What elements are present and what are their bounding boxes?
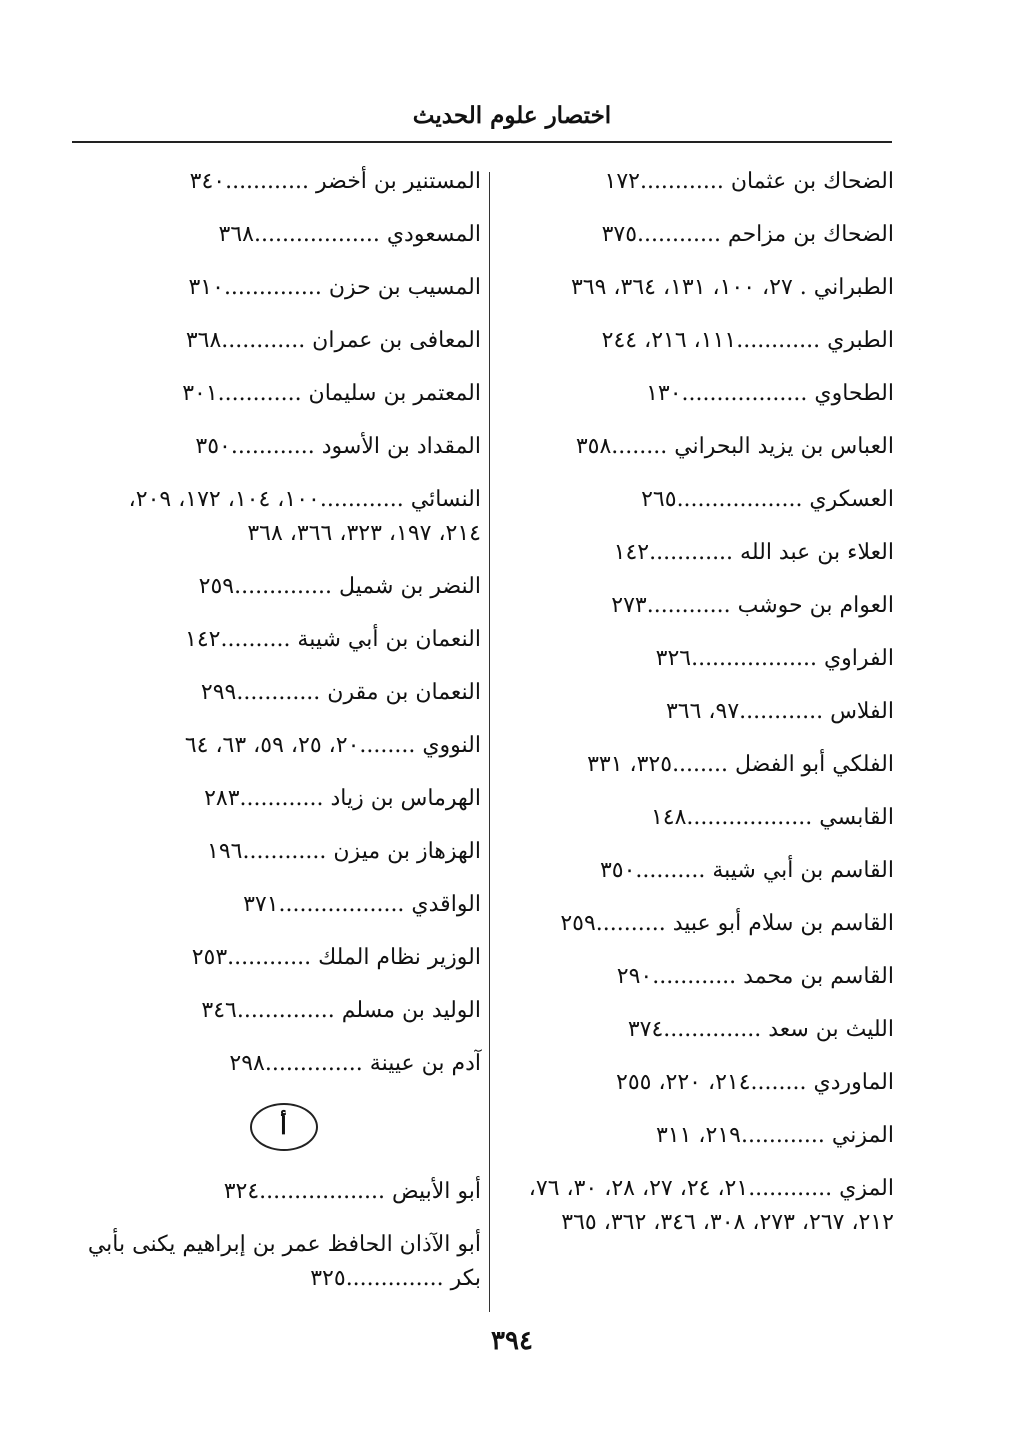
letter-section <box>86 1103 481 1296</box>
index-entry: أبو الآذان الحافظ عمر بن إبراهيم يكنى بأبي بكر ..............٣٢٥ <box>87 1232 481 1291</box>
index-entry: آدم بن عيينة ..............٢٩٨ <box>229 1051 481 1076</box>
index-entry: الضحاك بن مزاحم ............٣٧٥ <box>601 222 894 247</box>
index-entry: الفلاس ............٩٧، ٣٦٦ <box>665 699 894 724</box>
index-entry: المقداد بن الأسود ............٣٥٠ <box>195 434 481 459</box>
index-entry: الواقدي ..................٣٧١ <box>243 892 481 917</box>
index-entry: الوليد بن مسلم ..............٣٤٦ <box>201 998 481 1023</box>
header-rule <box>72 141 892 143</box>
running-header: اختصار علوم الحديث <box>412 102 612 129</box>
index-entry: المسعودي ..................٣٦٨ <box>218 222 481 247</box>
index-entry: الماوردي ........٢١٤، ٢٢٠، ٢٥٥ <box>616 1070 894 1095</box>
index-entry: الوزير نظام الملك ............٢٥٣ <box>191 945 481 970</box>
index-entry: الفراوي ..................٣٢٦ <box>655 646 894 671</box>
index-entry: الطبراني . ٢٧، ١٠٠، ١٣١، ٣٦٤، ٣٦٩ <box>570 275 894 300</box>
index-entry: الطبري ............١١١، ٢١٦، ٢٤٤ <box>601 328 894 353</box>
index-entry: الهرماس بن زياد ............٢٨٣ <box>204 786 481 811</box>
index-entry: الهزهاز بن ميزن ............١٩٦ <box>207 839 481 864</box>
index-entry: النووي ........٢٠، ٢٥، ٥٩، ٦٣، ٦٤ <box>184 733 481 758</box>
index-entry: القاسم بن محمد ............٢٩٠ <box>616 964 894 989</box>
index-entry: النعمان بن مقرن ............٢٩٩ <box>200 680 481 705</box>
index-entry: المسيب بن حزن ..............٣١٠ <box>188 275 481 300</box>
index-entry: النسائي ............١٠٠، ١٠٤، ١٧٢، ٢٠٩، ٢١٤، ١٩٧، ٣٢٣، ٣٦٦، ٣٦٨ <box>128 487 481 546</box>
index-column-right <box>504 165 894 1259</box>
page-number: ٣٩٤ <box>491 1326 533 1356</box>
section-letter-badge: أ <box>250 1103 318 1151</box>
index-entry: الفلكي أبو الفضل ........٣٢٥، ٣٣١ <box>587 752 894 777</box>
index-entry: أبو الأبيض ..................٣٢٤ <box>223 1179 481 1204</box>
index-entry: القابسي ..................١٤٨ <box>650 805 894 830</box>
index-entry: القاسم بن سلام أبو عبيد ..........٢٥٩ <box>560 911 894 936</box>
index-entry: المستنير بن أخضر ............٣٤٠ <box>189 169 481 194</box>
index-column-left <box>86 165 481 1315</box>
index-entry: المزي ............٢١، ٢٤، ٢٧، ٢٨، ٣٠، ٧٦، ٢١٢، ٢٦٧، ٢٧٣، ٣٠٨، ٣٤٦، ٣٦٢، ٣٦٥ <box>528 1176 894 1235</box>
index-entry: العوام بن حوشب ............٢٧٣ <box>611 593 894 618</box>
index-entry: القاسم بن أبي شيبة ..........٣٥٠ <box>599 858 894 883</box>
index-entry: المعافى بن عمران ............٣٦٨ <box>185 328 481 353</box>
index-entry: المزني ............٢١٩، ٣١١ <box>655 1123 894 1148</box>
index-entry: المعتمر بن سليمان ............٣٠١ <box>182 381 481 406</box>
index-entry: الضحاك بن عثمان ............١٧٢ <box>604 169 894 194</box>
index-entry: العسكري ..................٢٦٥ <box>641 487 894 512</box>
index-entry: العلاء بن عبد الله ............١٤٢ <box>613 540 894 565</box>
column-divider <box>489 172 490 1312</box>
index-entry: النضر بن شميل ..............٢٥٩ <box>198 574 481 599</box>
index-entry: النعمان بن أبي شيبة ..........١٤٢ <box>185 627 481 652</box>
index-entry: الليث بن سعد ..............٣٧٤ <box>627 1017 894 1042</box>
index-entry: الطحاوي ..................١٣٠ <box>646 381 894 406</box>
index-entry: العباس بن يزيد البحراني ........٣٥٨ <box>575 434 894 459</box>
